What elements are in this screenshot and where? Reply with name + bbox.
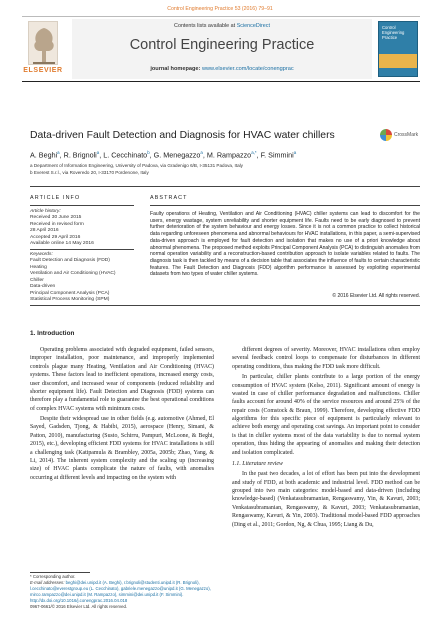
author-name[interactable]: F. Simmini bbox=[260, 150, 294, 160]
article-title: Data-driven Fault Detection and Diagnosis for HVAC water chillers bbox=[30, 130, 335, 141]
journal-banner bbox=[72, 19, 372, 79]
journal-cover-thumbnail[interactable] bbox=[378, 21, 418, 77]
keywords-label: Keywords: bbox=[30, 252, 53, 257]
divider bbox=[30, 305, 420, 306]
journal-masthead bbox=[22, 16, 420, 82]
contents-prefix: Contents lists available at bbox=[174, 23, 236, 29]
history-item: Accepted 29 April 2016 bbox=[30, 234, 81, 240]
author-name[interactable]: A. Beghi bbox=[30, 150, 58, 160]
footnote-divider bbox=[30, 572, 90, 573]
history-item: Available online 14 May 2016 bbox=[30, 241, 94, 247]
doi-link[interactable]: http://dx.doi.org/10.1016/j.conengprac.2016.04.018 bbox=[30, 597, 128, 603]
keyword: Fault Detection and Diagnosis (FDD) bbox=[30, 258, 110, 264]
email-note bbox=[30, 580, 214, 598]
author-affil-mark[interactable]: a bbox=[57, 150, 60, 155]
abstract-copyright: © 2016 Elsevier Ltd. All rights reserved. bbox=[332, 293, 420, 299]
divider bbox=[30, 205, 134, 206]
body-column-right bbox=[232, 346, 420, 531]
section-heading-introduction: 1. Introduction bbox=[30, 330, 75, 337]
email-label: E-mail addresses: bbox=[30, 579, 65, 585]
author-affil-mark[interactable]: a bbox=[96, 150, 100, 155]
journal-title[interactable]: Control Engineering Practice bbox=[129, 37, 315, 53]
homepage-line bbox=[72, 66, 372, 72]
keyword: Data-driven bbox=[30, 284, 56, 290]
keyword: Statistical Process Monitoring (SPM) bbox=[30, 297, 110, 303]
author-affil-mark[interactable]: b bbox=[147, 150, 150, 155]
elsevier-logo[interactable] bbox=[22, 21, 64, 79]
contents-line bbox=[72, 23, 372, 29]
homepage-label: journal homepage: bbox=[150, 66, 201, 72]
history-item: Received 30 June 2015 bbox=[30, 215, 82, 221]
body-paragraph: In particular, chiller plants contribute to a large portion of the energy consumption of HVAC system (Kelso, 2011). Significant amount of energy is wasted in case of chiller performance degradation and malfunctions. Chiller faults account for around 40% of the service resources and around 25% of the repair costs (Comstock & Braun, 1999). Therefore, developing effective FDD algorithms for this specific piece of equipment is particularly relevant to achieve both energy and operating cost savings. An important point to consider is that in chiller systems most of the data variability is due to normal system operation, thus hiding the appearing of anomalies and making their detection and isolation complicated. bbox=[232, 374, 420, 456]
subsection-heading: 1.1. Literature review bbox=[232, 460, 283, 467]
abstract-body: Faulty operations of Heating, Ventilation and Air Conditioning (HVAC) chiller systems can lead to discomfort for the users, energy wastage, system unreliability and shorter equipment life. Faults need to be early diagnosed to prevent further deterioration of the system behaviour and energy losses. Since it is not a common practice to collect historical data regarding unforeseen phenomena and abnormal behaviours for HVAC installations, in this paper, a semi-supervised data-driven approach is employed for fault detection and isolation that makes no use of a priori knowledge about abnormal phenomena. The proposed method exploits Principal Component Analysis (PCA) to distinguish anomalies from normal operation variability and a reconstruction-based contribution approach to isolate variables related to faults. The diagnosis task is then tackled by means of a decision table that associates the influence of faults to certain characteristic features. The Fault Detection and Diagnosis (FDD) algorithm performance is assessed by exploiting experimental datasets from two types of water chiller systems. bbox=[150, 211, 420, 278]
keyword: Ventilation and Air Conditioning (HVAC) bbox=[30, 271, 116, 277]
divider bbox=[150, 205, 420, 206]
body-paragraph: Operating problems associated with degraded equipment, failed sensors, improper installation, poor maintenance, and improperly implemented controls plague many Heating, Ventilation and Air Conditioning (HVAC) systems. These factors lead to inefficient operations, increased energy costs, user discomfort, and increased wear of components (reduced reliability and shorter equipment life). Fault Detection and Diagnosis (FDD) systems can therefore play a fundamental role to guarantee the best operational conditions of complex HVAC systems with minimum costs. bbox=[30, 347, 214, 412]
author-affil-mark[interactable]: a,* bbox=[251, 150, 257, 155]
footnotes bbox=[30, 574, 214, 610]
corresponding-author-note: * Corresponding author. bbox=[30, 574, 76, 579]
divider bbox=[30, 249, 134, 250]
keyword: Principal Component Analysis (PCA) bbox=[30, 290, 110, 296]
sciencedirect-link[interactable]: ScienceDirect bbox=[236, 23, 270, 29]
email-addresses[interactable]: beghi@dei.unipd.it (A. Beghi), r.brignoli@studenti.unipd.it (R. Brignoli), l.cecchinato@everestgroup.eu (L. Cecchinato), gabriele.menegazzo@unipd.it (G. Menegazzo), mirco.rampazzo@dei.unipd.it (M. Rampazzo), simmini@dei.unipd.it (F. Simmini). bbox=[30, 579, 211, 597]
body-paragraph: In the past two decades, a lot of effort has been put into the development and study of FDD, at both academic and industrial level. FDD method can be grouped into two main categories: model-based and data-driven (including knowledge-based) (Venkatasubramanian, Rengaswamy, Yin, & Kavuri, 2003; Venkatasubramanian, Rengaswamy, & Kavuri, 2003; Venkatasubramanian, Rengaswamy, Kavuri, & Yin, 2003). Traditional model-based FDD approaches (Ding et al., 2011; Gordon, Ng, & Chua, 1995; Liang & Du, bbox=[232, 471, 420, 528]
cover-title: Control Engineering Practice bbox=[382, 25, 405, 40]
author-affil-mark[interactable]: a bbox=[200, 150, 203, 155]
tree-icon bbox=[28, 21, 58, 65]
author-name[interactable]: G. Menegazzo bbox=[153, 150, 201, 160]
keyword: Chiller bbox=[30, 277, 44, 283]
history-label: Article history: bbox=[30, 209, 61, 214]
author-name[interactable]: R. Brignoli bbox=[63, 150, 97, 160]
history-item: Received in revised form bbox=[30, 221, 84, 227]
keyword: Heating bbox=[30, 264, 47, 270]
issn-line: 0967-0661/© 2016 Elsevier Ltd. All rights reserved. bbox=[30, 603, 128, 609]
publisher-wordmark: ELSEVIER bbox=[23, 67, 63, 74]
crossmark-badge[interactable] bbox=[380, 128, 420, 142]
article-info-heading: ARTICLE INFO bbox=[30, 195, 81, 201]
author-list: A. Beghi$^a$, R. Brignoli$^a$, L. Cecchinato$^b$, G. Menegazzo$^a$, M. Rampazzo$^{a,*}$, F. Simmini$^a$ bbox=[30, 150, 297, 160]
body-paragraph: different degrees of severity. Moreover, HVAC installations often employ several feedback control loops to compensate for disturbances in different operating conditions, thus making the FDD task more difficult. bbox=[232, 347, 420, 370]
history-item: 28 April 2016 bbox=[30, 228, 59, 234]
affiliation: a Department of Information Engineering, University of Padova, via Gradenigo 6/B, I-35131 Padova, Italy bbox=[30, 163, 243, 168]
abstract-heading: ABSTRACT bbox=[150, 195, 188, 201]
crossmark-icon bbox=[380, 129, 392, 141]
keywords bbox=[30, 252, 138, 304]
author-affil-mark[interactable]: a bbox=[293, 150, 297, 155]
running-header: Control Engineering Practice 53 (2016) 79–91 bbox=[167, 6, 273, 12]
divider bbox=[30, 186, 420, 187]
homepage-link[interactable]: www.elsevier.com/locate/conengprac bbox=[201, 66, 294, 72]
author-name[interactable]: L. Cecchinato bbox=[103, 150, 148, 160]
author-name[interactable]: M. Rampazzo bbox=[206, 150, 252, 160]
affiliation: b Everest S.r.l., via Roveredo 20, I-33170 Pordenone, Italy bbox=[30, 169, 149, 175]
article-history bbox=[30, 209, 138, 248]
body-paragraph: Despite their widespread use in other fields (e.g. automotive (Ahmed, El Sayed, Gadsden, Tjong, & Habibi, 2015), aerospace (Henry, Simani, & Patton, 2010), manufacturing (Susto, Schirru, Pampuri, McLoone, & Beghi, 2015), etc.), developing efficient FDD systems for HVAC installations is still a challenging task (Katipamula & Brambley, 2005a, 2005b; Zhao, Yang, & Li, 2014). The inherent system complexity and the scaling up (increasing size) of HVAC plants complicate the nature of faults, with anomalies occurring at different levels and impacting on the system with bbox=[30, 416, 214, 481]
cover-band bbox=[379, 54, 417, 68]
crossmark-label: CrossMark bbox=[394, 132, 419, 138]
body-column-left bbox=[30, 346, 214, 484]
affiliations bbox=[30, 163, 420, 176]
